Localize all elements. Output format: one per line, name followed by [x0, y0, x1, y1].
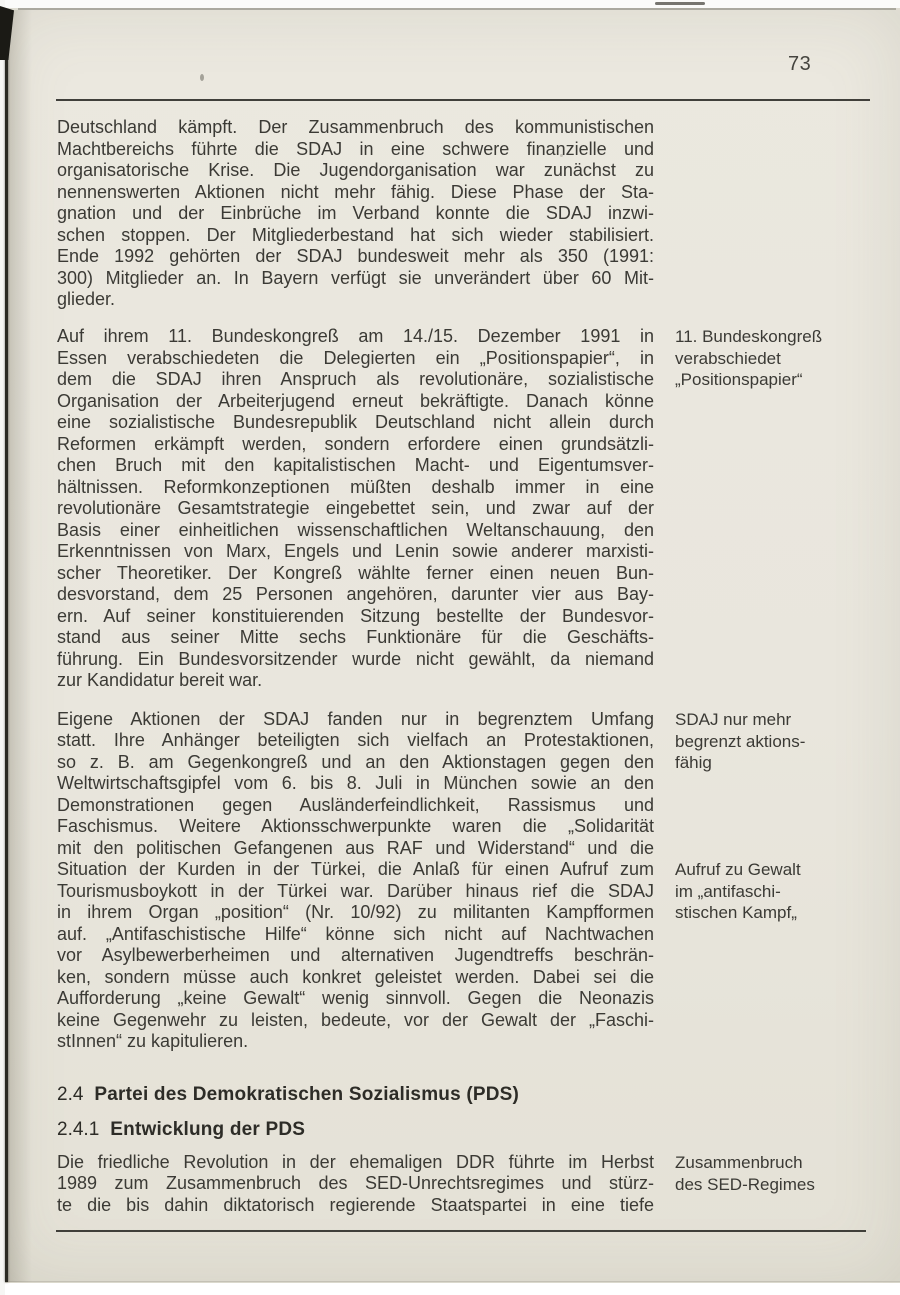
margin-note-aufruf-gewalt: [675, 859, 880, 924]
margin-note-sed-zusammenbruch: [675, 1152, 880, 1195]
page-number: 73: [788, 53, 812, 75]
text-line: Eigene Aktionen der SDAJ fanden nur in begrenztem Umfang: [57, 708, 654, 729]
text-line: stischen Kampf„: [675, 903, 797, 922]
text-line: vor Asylbewerberheimen und alternativen Jugendtreffs beschrän-: [57, 945, 654, 965]
text-line: begrenzt aktions-: [675, 731, 806, 751]
scanned-page: [0, 8, 900, 1283]
text-line: Organisation der Arbeiterjugend erneut bekräftigte. Danach könne: [57, 390, 654, 411]
scan-speck: [560, 154, 563, 157]
margin-note-aktionsfaehig: [675, 709, 880, 774]
scan-top-margin: [0, 0, 900, 8]
paragraph-sdaj-membership: [57, 117, 654, 311]
margin-note-bundeskongress: [675, 326, 880, 391]
book-spine-line: [5, 10, 8, 1282]
text-line: im „antifaschi-: [675, 881, 781, 901]
body-text-column: [57, 117, 654, 1216]
text-line: „Positionspapier“: [675, 370, 803, 389]
book-spine-shadow: [8, 10, 32, 1282]
subsection-title: Entwicklung der PDS: [110, 1118, 306, 1140]
text-line: Essen verabschiedeten die Delegierten ein „Positionspapier“, in: [57, 347, 654, 368]
section-title: Partei des Demokratischen Sozialismus (PDS): [94, 1083, 520, 1105]
text-line: nennenswerten Aktionen nicht mehr fähig. Diese Phase der Sta-: [57, 181, 654, 202]
text-line: dem die SDAJ ihren Anspruch als revolutionäre, sozialistische: [57, 369, 654, 389]
text-line: Reformen erkämpft werden, sondern erfordere einen grundsätzli-: [57, 433, 654, 454]
text-line: Basis einer einheitlichen wissenschaftlichen Weltanschauung, den: [57, 519, 654, 540]
text-line: chen Bruch mit den kapitalistischen Macht- und Eigentumsver-: [57, 455, 654, 475]
scan-speck: [200, 74, 204, 81]
scan-artifact-dash: [655, 2, 705, 5]
text-line: Deutschland kämpft. Der Zusammenbruch des kommunistischen: [57, 117, 654, 137]
section-number: 2.4: [57, 1083, 84, 1105]
text-line: scher Theoretiker. Der Kongreß wählte ferner einen neuen Bun-: [57, 562, 654, 583]
paragraph-aktionen: [57, 709, 654, 1053]
text-line: Die friedliche Revolution in der ehemaligen DDR führte im Herbst: [57, 1151, 654, 1172]
section-heading-pds: [57, 1084, 654, 1106]
text-line: 1989 zum Zusammenbruch des SED-Unrechtsregimes und stürz-: [57, 1173, 654, 1193]
text-line: mit den politischen Gefangenen aus RAF und Widerstand“ und die: [57, 837, 654, 858]
text-line: 300) Mitglieder an. In Bayern verfügt sie unverändert über 60 Mit-: [57, 267, 654, 288]
text-line: Erkenntnissen von Marx, Engels und Lenin sowie anderer marxisti-: [57, 541, 654, 561]
scan-page-bottom-edge: [0, 1281, 900, 1282]
text-line: statt. Ihre Anhänger beteiligten sich vielfach an Protestaktionen,: [57, 730, 654, 750]
text-line: fähig: [675, 753, 712, 772]
text-line: keine Gegenwehr zu leisten, bedeute, vor der Gewalt der „Faschi-: [57, 1009, 654, 1030]
text-line: Demonstrationen gegen Ausländerfeindlichkeit, Rassismus und: [57, 794, 654, 815]
text-line: revolutionäre Gesamtstrategie eingebettet sein, und zwar auf der: [57, 498, 654, 518]
paragraph-bundeskongress: [57, 326, 654, 692]
text-line: führung. Ein Bundesvorsitzender wurde nicht gewählt, da niemand: [57, 648, 654, 669]
paragraph-pds-entwicklung: [57, 1152, 654, 1217]
text-line: ken, sondern müsse auch konkret geleistet werden. Dabei sei die: [57, 966, 654, 987]
text-line: 11. Bundeskongreß: [675, 327, 823, 346]
text-line: auf. „Antifaschistische Hilfe“ könne sich nicht auf Nachtwachen: [57, 923, 654, 944]
text-line: hältnissen. Reformkonzeptionen müßten deshalb immer in eine: [57, 476, 654, 497]
text-line: des SED-Regimes: [675, 1174, 815, 1194]
text-line: Situation der Kurden in der Türkei, die Anlaß für einen Aufruf zum: [57, 859, 654, 879]
text-line: Faschismus. Weitere Aktionsschwerpunkte waren die „Solidarität: [57, 816, 654, 836]
text-line: Aufforderung „keine Gewalt“ wenig sinnvoll. Gegen die Neonazis: [57, 988, 654, 1008]
text-line: organisatorische Krise. Die Jugendorganisation war zunächst zu: [57, 160, 654, 180]
text-line: ern. Auf seiner konstituierenden Sitzung bestellte der Bundesvor-: [57, 605, 654, 626]
text-line: glieder.: [57, 289, 116, 309]
bottom-rule: [56, 1230, 866, 1232]
top-rule: [56, 99, 870, 101]
text-line: stInnen“ zu kapitulieren.: [57, 1031, 249, 1051]
text-line: gnation und der Einbrüche im Verband konnte die SDAJ inzwi-: [57, 203, 654, 223]
text-line: Weltwirtschaftsgipfel vom 6. bis 8. Juli in München sowie an den: [57, 773, 654, 793]
scan-bottom-margin: [0, 1283, 900, 1295]
text-line: te die bis dahin diktatorisch regierende Staatspartei in eine tiefe: [57, 1194, 654, 1215]
text-line: so z. B. am Gegenkongreß und an den Aktionstagen gegen den: [57, 751, 654, 772]
text-line: Tourismusboykott in der Türkei war. Darüber hinaus rief die SDAJ: [57, 880, 654, 901]
text-line: SDAJ nur mehr: [675, 710, 792, 729]
text-line: in ihrem Organ „position“ (Nr. 10/92) zu militanten Kampfformen: [57, 902, 654, 922]
text-line: Auf ihrem 11. Bundeskongreß am 14./15. Dezember 1991 in: [57, 326, 654, 346]
text-line: Aufruf zu Gewalt: [675, 860, 801, 879]
text-line: Ende 1992 gehörten der SDAJ bundesweit mehr als 350 (1991:: [57, 246, 654, 266]
text-line: desvorstand, dem 25 Personen angehören, darunter vier aus Bay-: [57, 584, 654, 604]
text-line: eine sozialistische Bundesrepublik Deutschland nicht allein durch: [57, 412, 654, 432]
subsection-heading-entwicklung: [57, 1119, 654, 1141]
text-line: Machtbereichs führte die SDAJ in eine schwere finanzielle und: [57, 138, 654, 159]
scan-page-top-edge: [18, 8, 896, 10]
text-line: stand aus seiner Mitte sechs Funktionäre für die Geschäfts-: [57, 627, 654, 647]
text-line: Zusammenbruch: [675, 1153, 803, 1172]
subsection-number: 2.4.1: [57, 1118, 100, 1140]
text-line: zur Kandidatur bereit war.: [57, 670, 263, 690]
text-line: verabschiedet: [675, 348, 781, 368]
text-line: schen stoppen. Der Mitgliederbestand hat sich wieder stabilisiert.: [57, 224, 654, 245]
